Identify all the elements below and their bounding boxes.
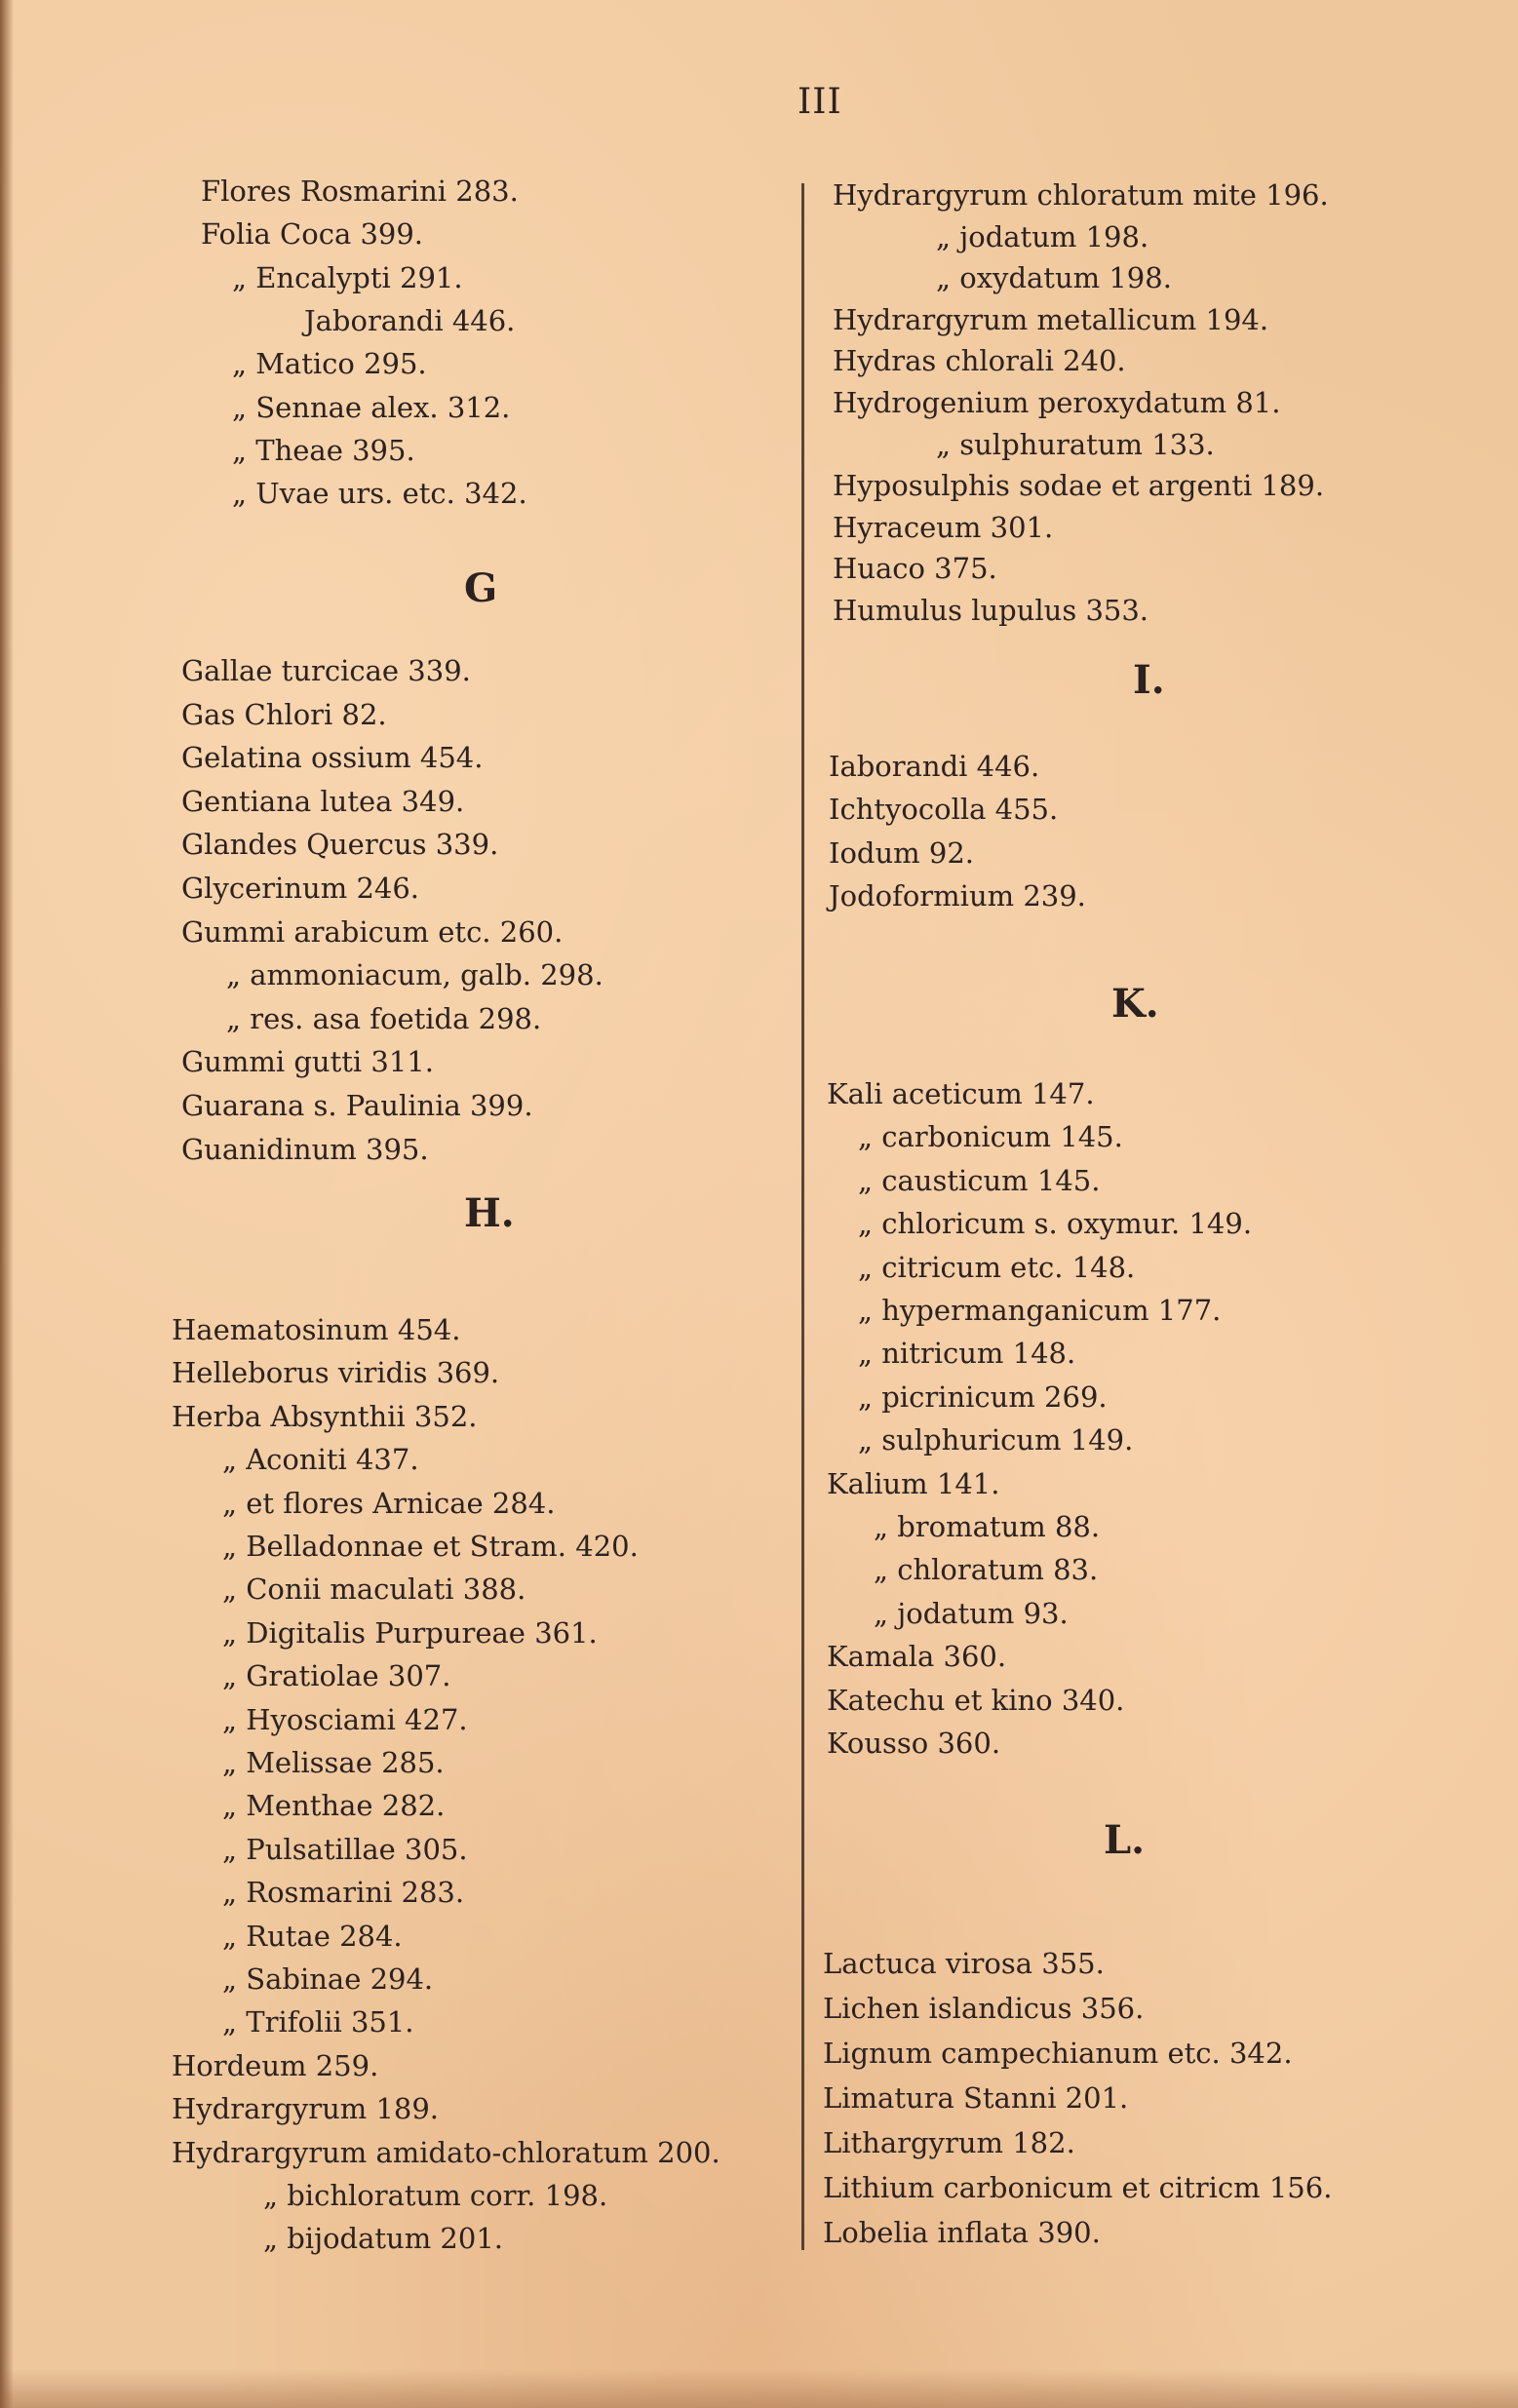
- index-entry: „ hypermanganicum 177.: [858, 1294, 1222, 1327]
- index-entry: „ sulphuratum 133.: [936, 428, 1215, 461]
- index-entry: Kousso 360.: [827, 1727, 1001, 1760]
- index-entry: Gas Chlori 82.: [181, 698, 387, 731]
- index-entry: Lobelia inflata 390.: [823, 2216, 1101, 2249]
- index-entry: Kali aceticum 147.: [827, 1077, 1095, 1110]
- index-entry: Hydrargyrum amidato-chloratum 200.: [172, 2136, 720, 2169]
- page-edge-shadow: [0, 0, 14, 2408]
- index-entry: Folia Coca 399.: [201, 217, 424, 251]
- index-entry: Gallae turcicae 339.: [181, 654, 471, 687]
- index-entry: „ Belladonnae et Stram. 420.: [222, 1530, 639, 1563]
- index-entry: Jaborandi 446.: [304, 304, 516, 337]
- index-entry: „ jodatum 93.: [874, 1597, 1069, 1630]
- index-entry: Katechu et kino 340.: [827, 1684, 1125, 1717]
- index-entry: „ Uvae urs. etc. 342.: [232, 477, 527, 510]
- index-entry: „ sulphuricum 149.: [858, 1423, 1134, 1456]
- index-entry: Flores Rosmarini 283.: [201, 175, 519, 208]
- index-entry: „ bijodatum 201.: [263, 2222, 504, 2255]
- index-entry: „ causticum 145.: [858, 1164, 1101, 1197]
- index-entry: „ picrinicum 269.: [858, 1380, 1108, 1414]
- index-entry: „ bichloratum corr. 198.: [263, 2179, 608, 2212]
- index-entry: „ Sennae alex. 312.: [232, 391, 511, 424]
- index-entry: „ Encalypti 291.: [232, 261, 463, 294]
- index-entry: Lithium carbonicum et citricm 156.: [823, 2171, 1333, 2204]
- index-entry: Hydras chlorali 240.: [833, 344, 1126, 377]
- index-entry: „ chloricum s. oxymur. 149.: [858, 1207, 1253, 1240]
- index-entry: Limatura Stanni 201.: [823, 2081, 1129, 2115]
- index-entry: Hordeum 259.: [172, 2049, 379, 2082]
- index-entry: „ Hyosciami 427.: [222, 1703, 468, 1736]
- index-entry: Hydrargyrum metallicum 194.: [833, 303, 1269, 336]
- index-entry: „ Menthae 282.: [222, 1789, 446, 1822]
- index-entry: Huaco 375.: [833, 552, 997, 585]
- index-entry: Lactuca virosa 355.: [823, 1947, 1105, 1980]
- section-heading-g: G: [464, 565, 498, 611]
- index-entry: Gelatina ossium 454.: [181, 741, 484, 774]
- index-entry: Hydrargyrum 189.: [172, 2092, 440, 2125]
- section-heading-i: I.: [1133, 657, 1165, 703]
- index-entry: Jodoformium 239.: [829, 879, 1086, 913]
- index-entry: Lithargyrum 182.: [823, 2126, 1075, 2159]
- index-entry: „ chloratum 83.: [874, 1553, 1099, 1586]
- index-entry: „ bromatum 88.: [874, 1510, 1101, 1543]
- index-entry: „ carbonicum 145.: [858, 1120, 1123, 1153]
- index-entry: Ichtyocolla 455.: [829, 793, 1059, 826]
- index-entry: „ Gratiolae 307.: [222, 1659, 451, 1692]
- page-bottom-shadow: [0, 2369, 1518, 2408]
- index-entry: „ ammoniacum, galb. 298.: [226, 958, 603, 991]
- section-heading-l: L.: [1104, 1817, 1146, 1863]
- index-entry: „ Aconiti 437.: [222, 1443, 419, 1476]
- index-entry: „ Matico 295.: [232, 347, 427, 380]
- index-entry: Lignum campechianum etc. 342.: [823, 2037, 1293, 2070]
- index-entry: „ Trifolii 351.: [222, 2005, 414, 2039]
- index-entry: Kalium 141.: [827, 1467, 1000, 1500]
- section-heading-k: K.: [1111, 981, 1159, 1027]
- index-entry: Glycerinum 246.: [181, 872, 420, 905]
- index-entry: „ Theae 395.: [232, 434, 415, 467]
- index-entry: Guarana s. Paulinia 399.: [181, 1089, 533, 1122]
- index-entry: „ nitricum 148.: [858, 1337, 1076, 1370]
- index-entry: „ Rutae 284.: [222, 1920, 403, 1953]
- page-number: III: [798, 82, 842, 122]
- column-divider: [801, 183, 804, 2250]
- index-entry: „ Sabinae 294.: [222, 1962, 434, 1996]
- index-entry: Guanidinum 395.: [181, 1133, 429, 1166]
- index-entry: Gummi gutti 311.: [181, 1045, 434, 1078]
- index-entry: „ Digitalis Purpureae 361.: [222, 1616, 598, 1650]
- index-entry: Iodum 92.: [829, 836, 974, 870]
- index-entry: „ Pulsatillae 305.: [222, 1833, 468, 1866]
- index-entry: Hydrargyrum chloratum mite 196.: [833, 178, 1329, 212]
- index-entry: Kamala 360.: [827, 1640, 1007, 1673]
- index-entry: Haematosinum 454.: [172, 1313, 461, 1346]
- index-entry: „ Rosmarini 283.: [222, 1876, 465, 1909]
- index-entry: „ jodatum 198.: [936, 220, 1149, 253]
- index-entry: Gummi arabicum etc. 260.: [181, 915, 564, 949]
- index-entry: „ et flores Arnicae 284.: [222, 1487, 556, 1520]
- index-entry: „ oxydatum 198.: [936, 261, 1172, 294]
- index-entry: Helleborus viridis 369.: [172, 1356, 500, 1389]
- index-entry: Glandes Quercus 339.: [181, 828, 499, 861]
- index-entry: Hyposulphis sodae et argenti 189.: [833, 469, 1325, 502]
- section-heading-h: H.: [464, 1190, 515, 1236]
- index-entry: „ res. asa foetida 298.: [226, 1002, 542, 1035]
- index-entry: „ citricum etc. 148.: [858, 1251, 1136, 1284]
- index-entry: Lichen islandicus 356.: [823, 1992, 1145, 2025]
- index-entry: Gentiana lutea 349.: [181, 785, 465, 818]
- index-entry: Hydrogenium peroxydatum 81.: [833, 386, 1281, 419]
- index-entry: Herba Absynthii 352.: [172, 1400, 478, 1433]
- index-entry: Humulus lupulus 353.: [833, 594, 1149, 627]
- index-entry: Hyraceum 301.: [833, 511, 1054, 544]
- index-entry: „ Melissae 285.: [222, 1746, 445, 1779]
- index-entry: Iaborandi 446.: [829, 750, 1040, 783]
- index-entry: „ Conii maculati 388.: [222, 1573, 526, 1606]
